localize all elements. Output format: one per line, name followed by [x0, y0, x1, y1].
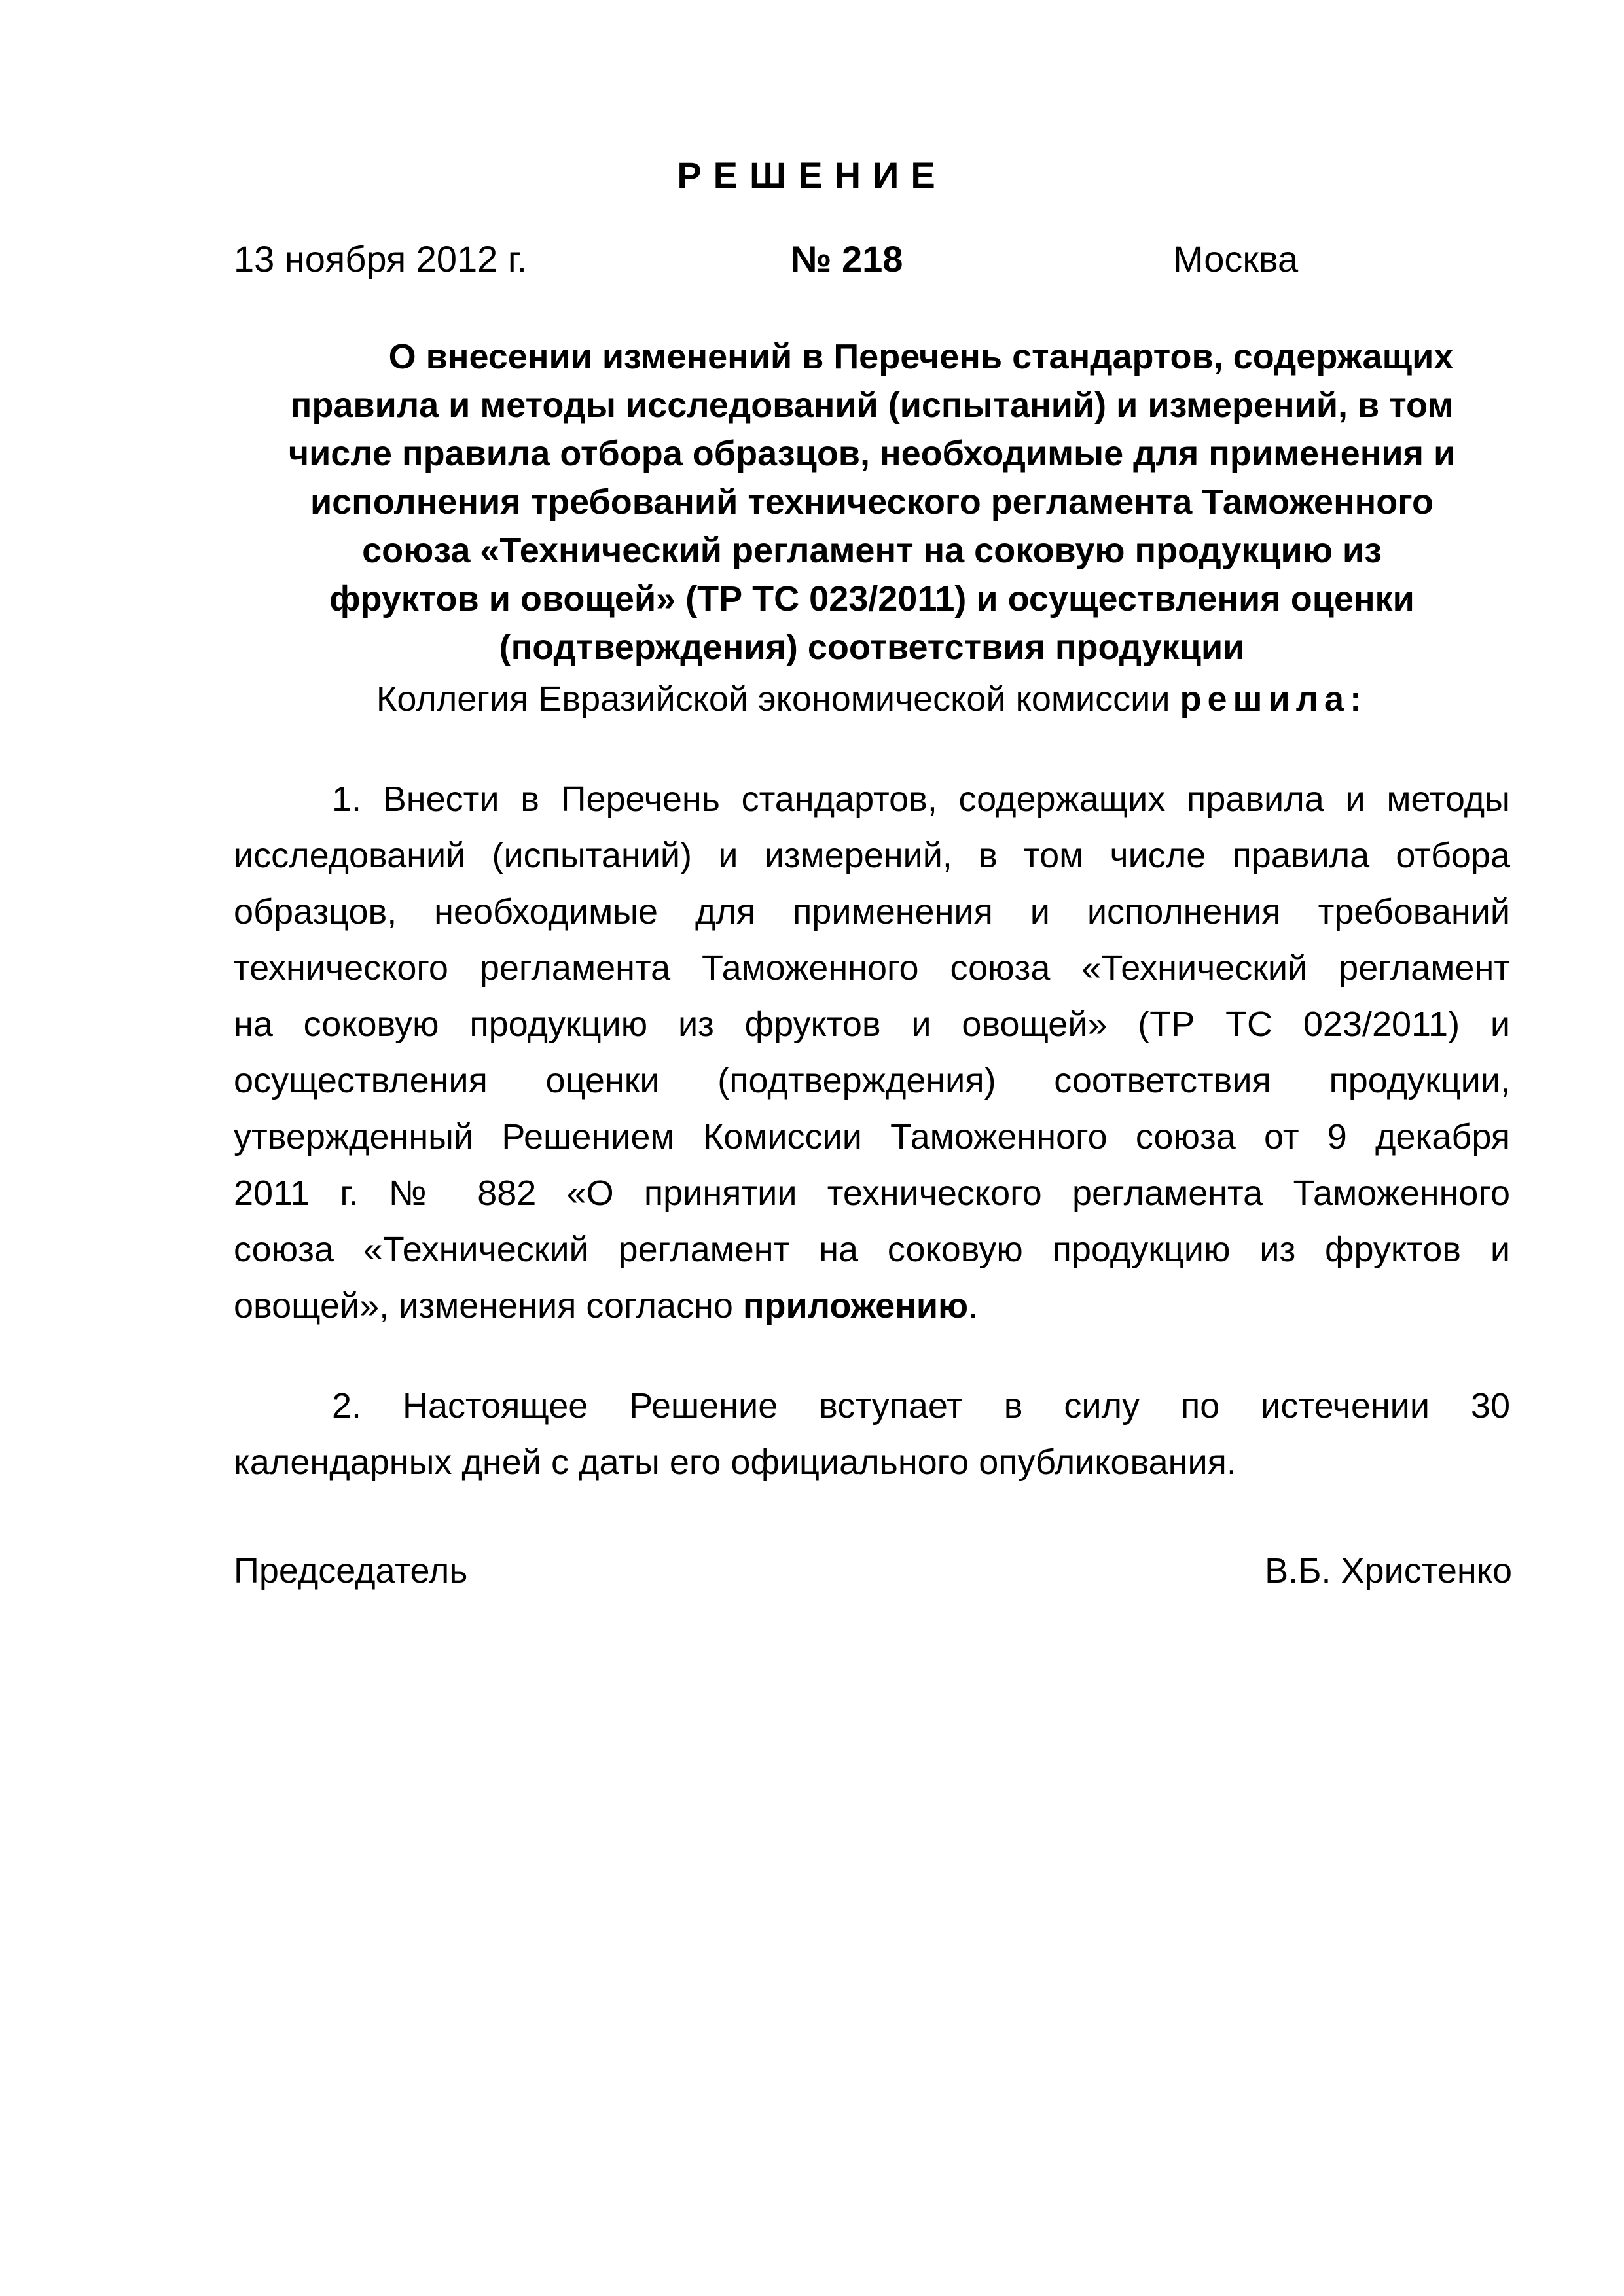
paragraph-2 — [234, 1378, 1510, 1490]
document-number: № 218 — [791, 238, 903, 279]
paragraph-last-line — [234, 1278, 1510, 1334]
document-title — [234, 332, 1510, 672]
title-line: числе правила отбора образцов, необходимые для применения и — [288, 434, 1456, 473]
intro-decision-word: решила: — [1180, 679, 1368, 719]
paragraph-line: образцов, необходимые для применения и исполнения требований — [234, 892, 1510, 931]
paragraph-line: осуществления оценки (подтверждения) соответствия продукции, — [234, 1061, 1510, 1100]
paragraph-line: исследований (испытаний) и измерений, в том числе правила отбора — [234, 836, 1510, 875]
document-date: 13 ноября 2012 г. — [234, 238, 527, 279]
document-city: Москва — [1173, 238, 1299, 279]
document-meta-row — [0, 233, 1624, 285]
intro-text: Коллегия Евразийской экономической комиссии — [376, 679, 1170, 719]
paragraph-line: союза «Технический регламент на соковую продукцию из фруктов и — [234, 1230, 1510, 1269]
paragraph-1 — [234, 771, 1510, 1334]
paragraph-line: 1. Внести в Перечень стандартов, содержащих правила и методы — [332, 780, 1510, 819]
appendix-reference: приложению — [742, 1286, 969, 1325]
paragraph-line: на соковую продукцию из фруктов и овощей» (ТР ТС 023/2011) и — [234, 1005, 1510, 1044]
title-line: союза «Технический регламент на соковую продукцию из — [362, 531, 1382, 570]
signature-block — [0, 1541, 1624, 1600]
document-type-heading: РЕШЕНИЕ — [677, 154, 947, 196]
paragraph-line: утвержденный Решением Комиссии Таможенного союза от 9 декабря — [234, 1117, 1510, 1157]
title-line: (подтверждения) соответствия продукции — [499, 628, 1245, 667]
paragraph-end-punctuation: . — [968, 1286, 979, 1325]
paragraph-line: технического регламента Таможенного союза «Технический регламент — [234, 948, 1510, 988]
intro-line — [234, 673, 1510, 725]
paragraph-last-line-text: овощей», изменения согласно — [234, 1286, 733, 1325]
signatory-name: В.Б. Христенко — [1265, 1551, 1512, 1590]
title-line: фруктов и овощей» (ТР ТС 023/2011) и осуществления оценки — [329, 579, 1415, 619]
title-line: исполнения требований технического регламента Таможенного — [310, 482, 1434, 522]
title-line: правила и методы исследований (испытаний) и измерений, в том — [290, 386, 1454, 425]
paragraph-line: 2. Настоящее Решение вступает в силу по истечении 30 — [332, 1386, 1510, 1426]
signatory-title: Председатель — [234, 1551, 468, 1590]
title-line: О внесении изменений в Перечень стандартов, содержащих — [388, 337, 1454, 376]
paragraph-line: 2011 г. № 882 «О принятии технического регламента Таможенного — [234, 1174, 1510, 1213]
paragraph-line: календарных дней с даты его официального опубликования. — [234, 1443, 1236, 1482]
